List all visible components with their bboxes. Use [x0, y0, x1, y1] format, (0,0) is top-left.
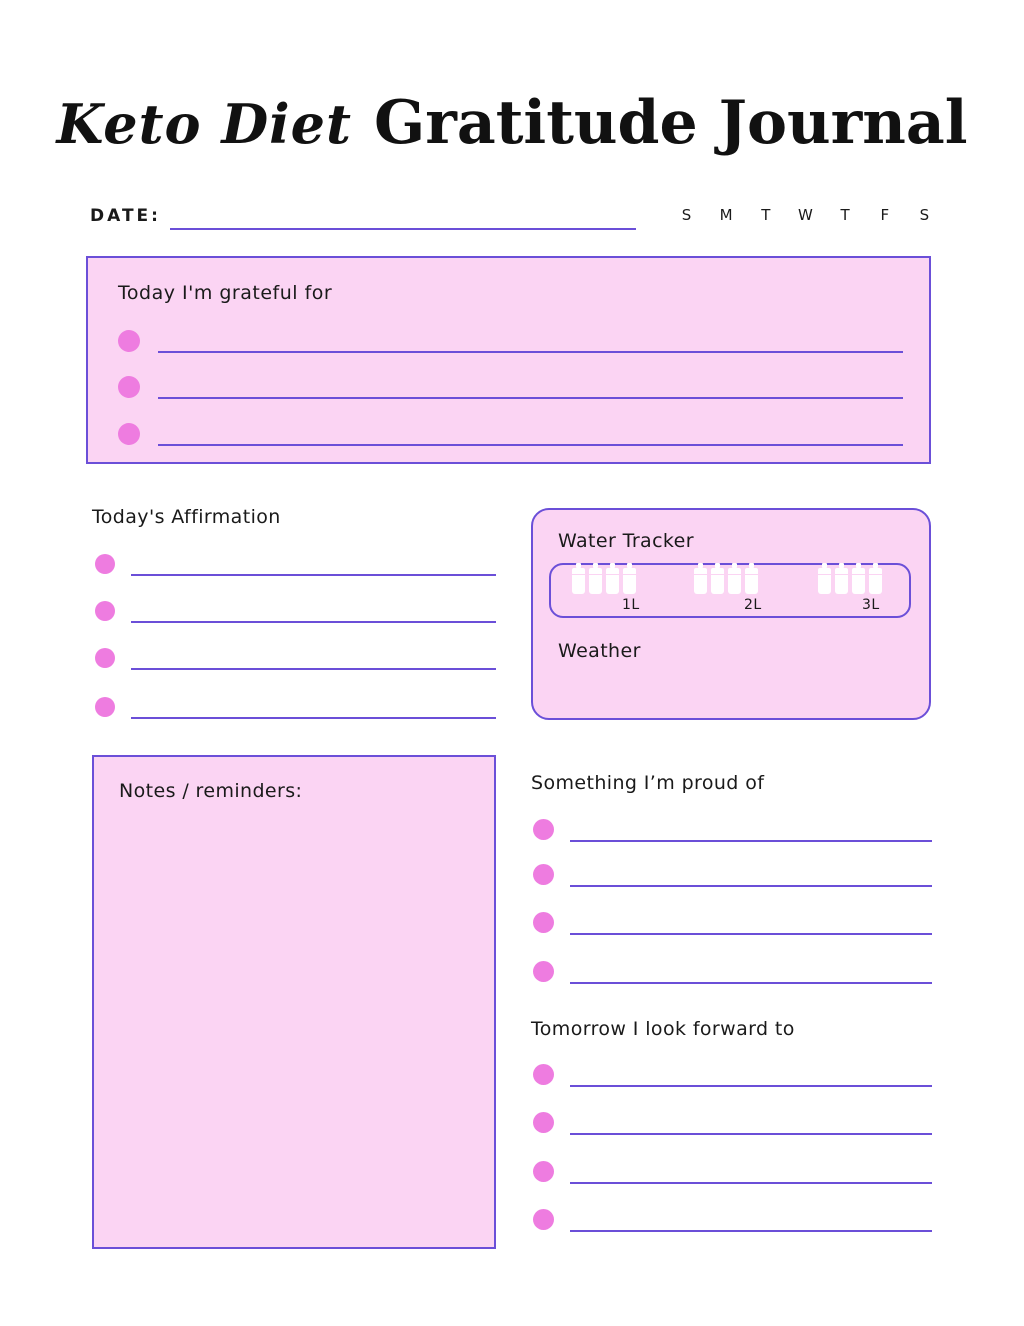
proud-line-4[interactable] [570, 982, 932, 984]
weekday-mon[interactable]: M [719, 206, 734, 224]
page-title [0, 88, 1024, 158]
weekday-sat[interactable]: S [919, 206, 931, 224]
water-bottle-group-3[interactable] [818, 568, 882, 594]
tomorrow-title: Tomorrow I look forward to [531, 1018, 795, 1040]
weekday-selector[interactable] [678, 206, 934, 224]
weekday-sun[interactable]: S [681, 206, 693, 224]
date-label: DATE: [90, 206, 161, 226]
grateful-line-2[interactable] [158, 397, 903, 399]
bullet-dot-icon [533, 1209, 554, 1230]
date-input-line[interactable] [170, 228, 636, 230]
affirmation-line-1[interactable] [131, 574, 496, 576]
affirmation-line-2[interactable] [131, 621, 496, 623]
water-bottle-icon[interactable] [711, 568, 724, 594]
grateful-title: Today I'm grateful for [118, 282, 333, 304]
water-bottle-icon[interactable] [606, 568, 619, 594]
water-bottle-icon[interactable] [852, 568, 865, 594]
water-mark-3l: 3L [862, 597, 880, 613]
tomorrow-line-2[interactable] [570, 1133, 932, 1135]
bullet-dot-icon [118, 330, 140, 352]
affirmation-line-4[interactable] [131, 717, 496, 719]
notes-title: Notes / reminders: [119, 780, 303, 802]
grateful-line-1[interactable] [158, 351, 903, 353]
title-script: Keto Diet [56, 92, 352, 156]
bullet-dot-icon [533, 819, 554, 840]
bullet-dot-icon [95, 648, 115, 668]
tomorrow-line-4[interactable] [570, 1230, 932, 1232]
water-bottle-icon[interactable] [694, 568, 707, 594]
water-tracker-title: Water Tracker [558, 530, 694, 552]
proud-line-2[interactable] [570, 885, 932, 887]
weather-title: Weather [558, 640, 641, 662]
water-bottle-icon[interactable] [589, 568, 602, 594]
bullet-dot-icon [533, 1161, 554, 1182]
weekday-thu[interactable]: T [840, 206, 851, 224]
water-bottle-icon[interactable] [572, 568, 585, 594]
tomorrow-line-1[interactable] [570, 1085, 932, 1087]
water-bottle-icon[interactable] [745, 568, 758, 594]
grateful-line-3[interactable] [158, 444, 903, 446]
title-serif: Gratitude Journal [373, 88, 968, 158]
water-mark-1l: 1L [622, 597, 640, 613]
bullet-dot-icon [533, 961, 554, 982]
bullet-dot-icon [533, 1064, 554, 1085]
weekday-fri[interactable]: F [880, 206, 891, 224]
bullet-dot-icon [533, 864, 554, 885]
water-bottle-icon[interactable] [818, 568, 831, 594]
water-mark-2l: 2L [744, 597, 762, 613]
bullet-dot-icon [533, 912, 554, 933]
water-bottle-group-1[interactable] [572, 568, 636, 594]
weekday-wed[interactable]: W [798, 206, 814, 224]
affirmation-line-3[interactable] [131, 668, 496, 670]
tomorrow-line-3[interactable] [570, 1182, 932, 1184]
water-bottle-icon[interactable] [835, 568, 848, 594]
affirmation-title: Today's Affirmation [92, 506, 281, 528]
water-bottle-icon[interactable] [728, 568, 741, 594]
weekday-tue[interactable]: T [761, 206, 772, 224]
bullet-dot-icon [95, 601, 115, 621]
proud-line-3[interactable] [570, 933, 932, 935]
notes-panel[interactable] [92, 755, 496, 1249]
bullet-dot-icon [95, 554, 115, 574]
proud-title: Something I’m proud of [531, 772, 765, 794]
water-bottle-icon[interactable] [869, 568, 882, 594]
bullet-dot-icon [95, 697, 115, 717]
water-bottle-icon[interactable] [623, 568, 636, 594]
bullet-dot-icon [533, 1112, 554, 1133]
bullet-dot-icon [118, 376, 140, 398]
water-bottle-group-2[interactable] [694, 568, 758, 594]
proud-line-1[interactable] [570, 840, 932, 842]
bullet-dot-icon [118, 423, 140, 445]
